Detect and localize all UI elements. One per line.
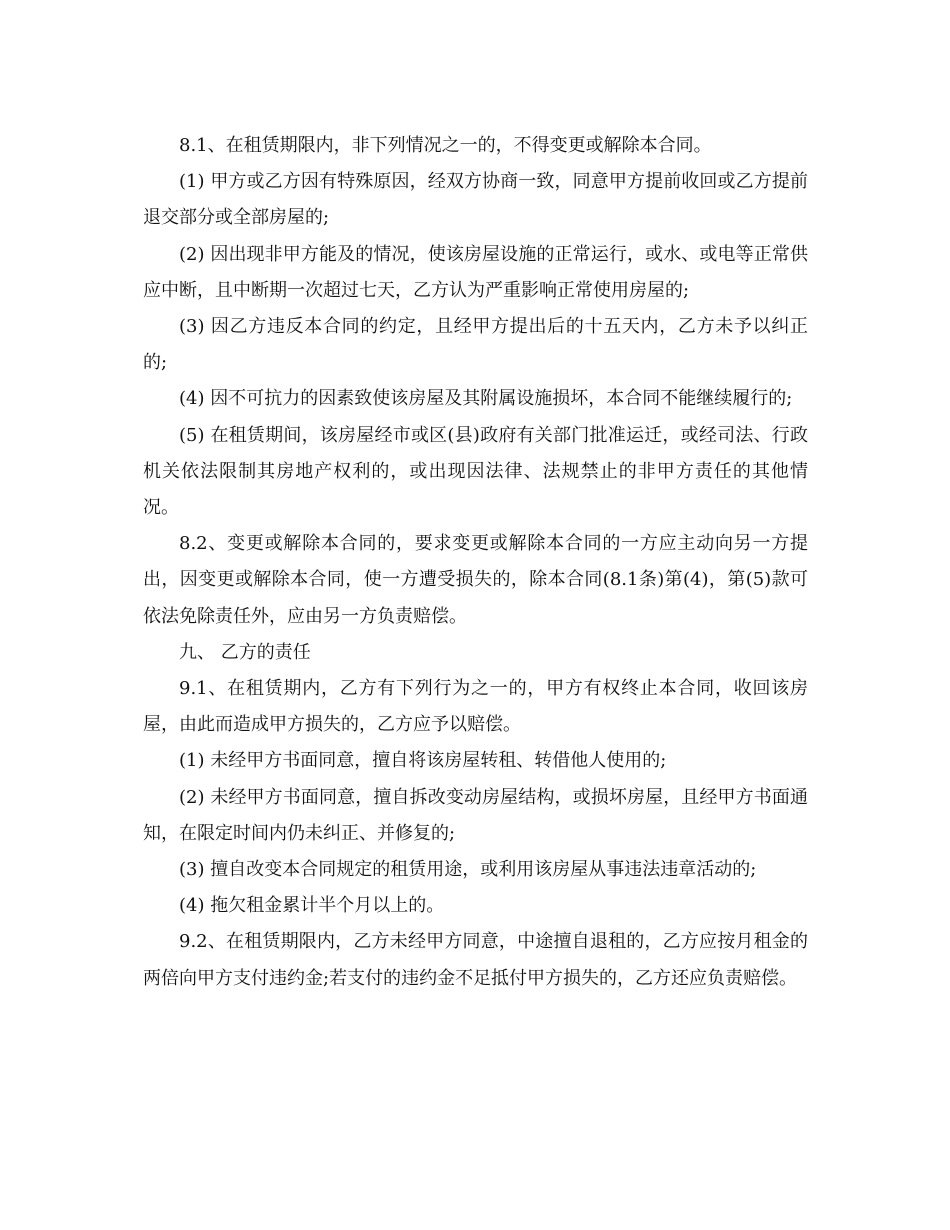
section-heading-9: 九、 乙方的责任 xyxy=(179,641,311,663)
clause-8-1-item-1: (1) 甲方或乙方因有特殊原因，经双方协商一致，同意甲方提前收回或乙方提前退交部分或全部房屋的; xyxy=(143,171,808,229)
clause-9-1: 9.1、在租赁期内，乙方有下列行为之一的，甲方有权终止本合同，收回该房屋，由此而造成甲方损失的，乙方应予以赔偿。 xyxy=(143,678,808,736)
clause-8-1-item-2: (2) 因出现非甲方能及的情况，使该房屋设施的正常运行，或水、或电等正常供应中断，且中断期一次超过七天，乙方认为严重影响正常使用房屋的; xyxy=(143,243,808,301)
clause-8-2: 8.2、变更或解除本合同的，要求变更或解除本合同的一方应主动向另一方提出，因变更或解除本合同，使一方遭受损失的，除本合同(8.1条)第(4)，第(5)款可依法免除责任外，应由另一方负责赔偿。 xyxy=(143,533,808,627)
clause-9-2: 9.2、在租赁期限内，乙方未经甲方同意，中途擅自退租的，乙方应按月租金的两倍向甲方支付违约金;若支付的违约金不足抵付甲方损失的，乙方还应负责赔偿。 xyxy=(143,931,808,989)
clause-9-1-item-1: (1) 未经甲方书面同意，擅自将该房屋转租、转借他人使用的; xyxy=(179,750,667,772)
clause-8-1-item-3: (3) 因乙方违反本合同的约定，且经甲方提出后的十五天内，乙方未予以纠正的; xyxy=(143,316,808,374)
clause-8-1-item-4: (4) 因不可抗力的因素致使该房屋及其附属设施损坏，本合同不能继续履行的; xyxy=(179,388,793,410)
clause-8-1: 8.1、在租赁期限内，非下列情况之一的，不得变更或解除本合同。 xyxy=(179,135,712,156)
document-body xyxy=(143,128,808,997)
clause-9-1-item-2: (2) 未经甲方书面同意，擅自拆改变动房屋结构，或损坏房屋，且经甲方书面通知，在限定时间内仍未纠正、并修复的; xyxy=(143,786,808,844)
clause-8-1-item-5: (5) 在租赁期间，该房屋经市或区(县)政府有关部门批准运迁，或经司法、行政机关依法限制其房地产权利的，或出现因法律、法规禁止的非甲方责任的其他情况。 xyxy=(143,424,808,519)
clause-9-1-item-4: (4) 拖欠租金累计半个月以上的。 xyxy=(179,895,445,917)
clause-9-1-item-3: (3) 擅自改变本合同规定的租赁用途，或利用该房屋从事违法违章活动的; xyxy=(179,859,757,881)
